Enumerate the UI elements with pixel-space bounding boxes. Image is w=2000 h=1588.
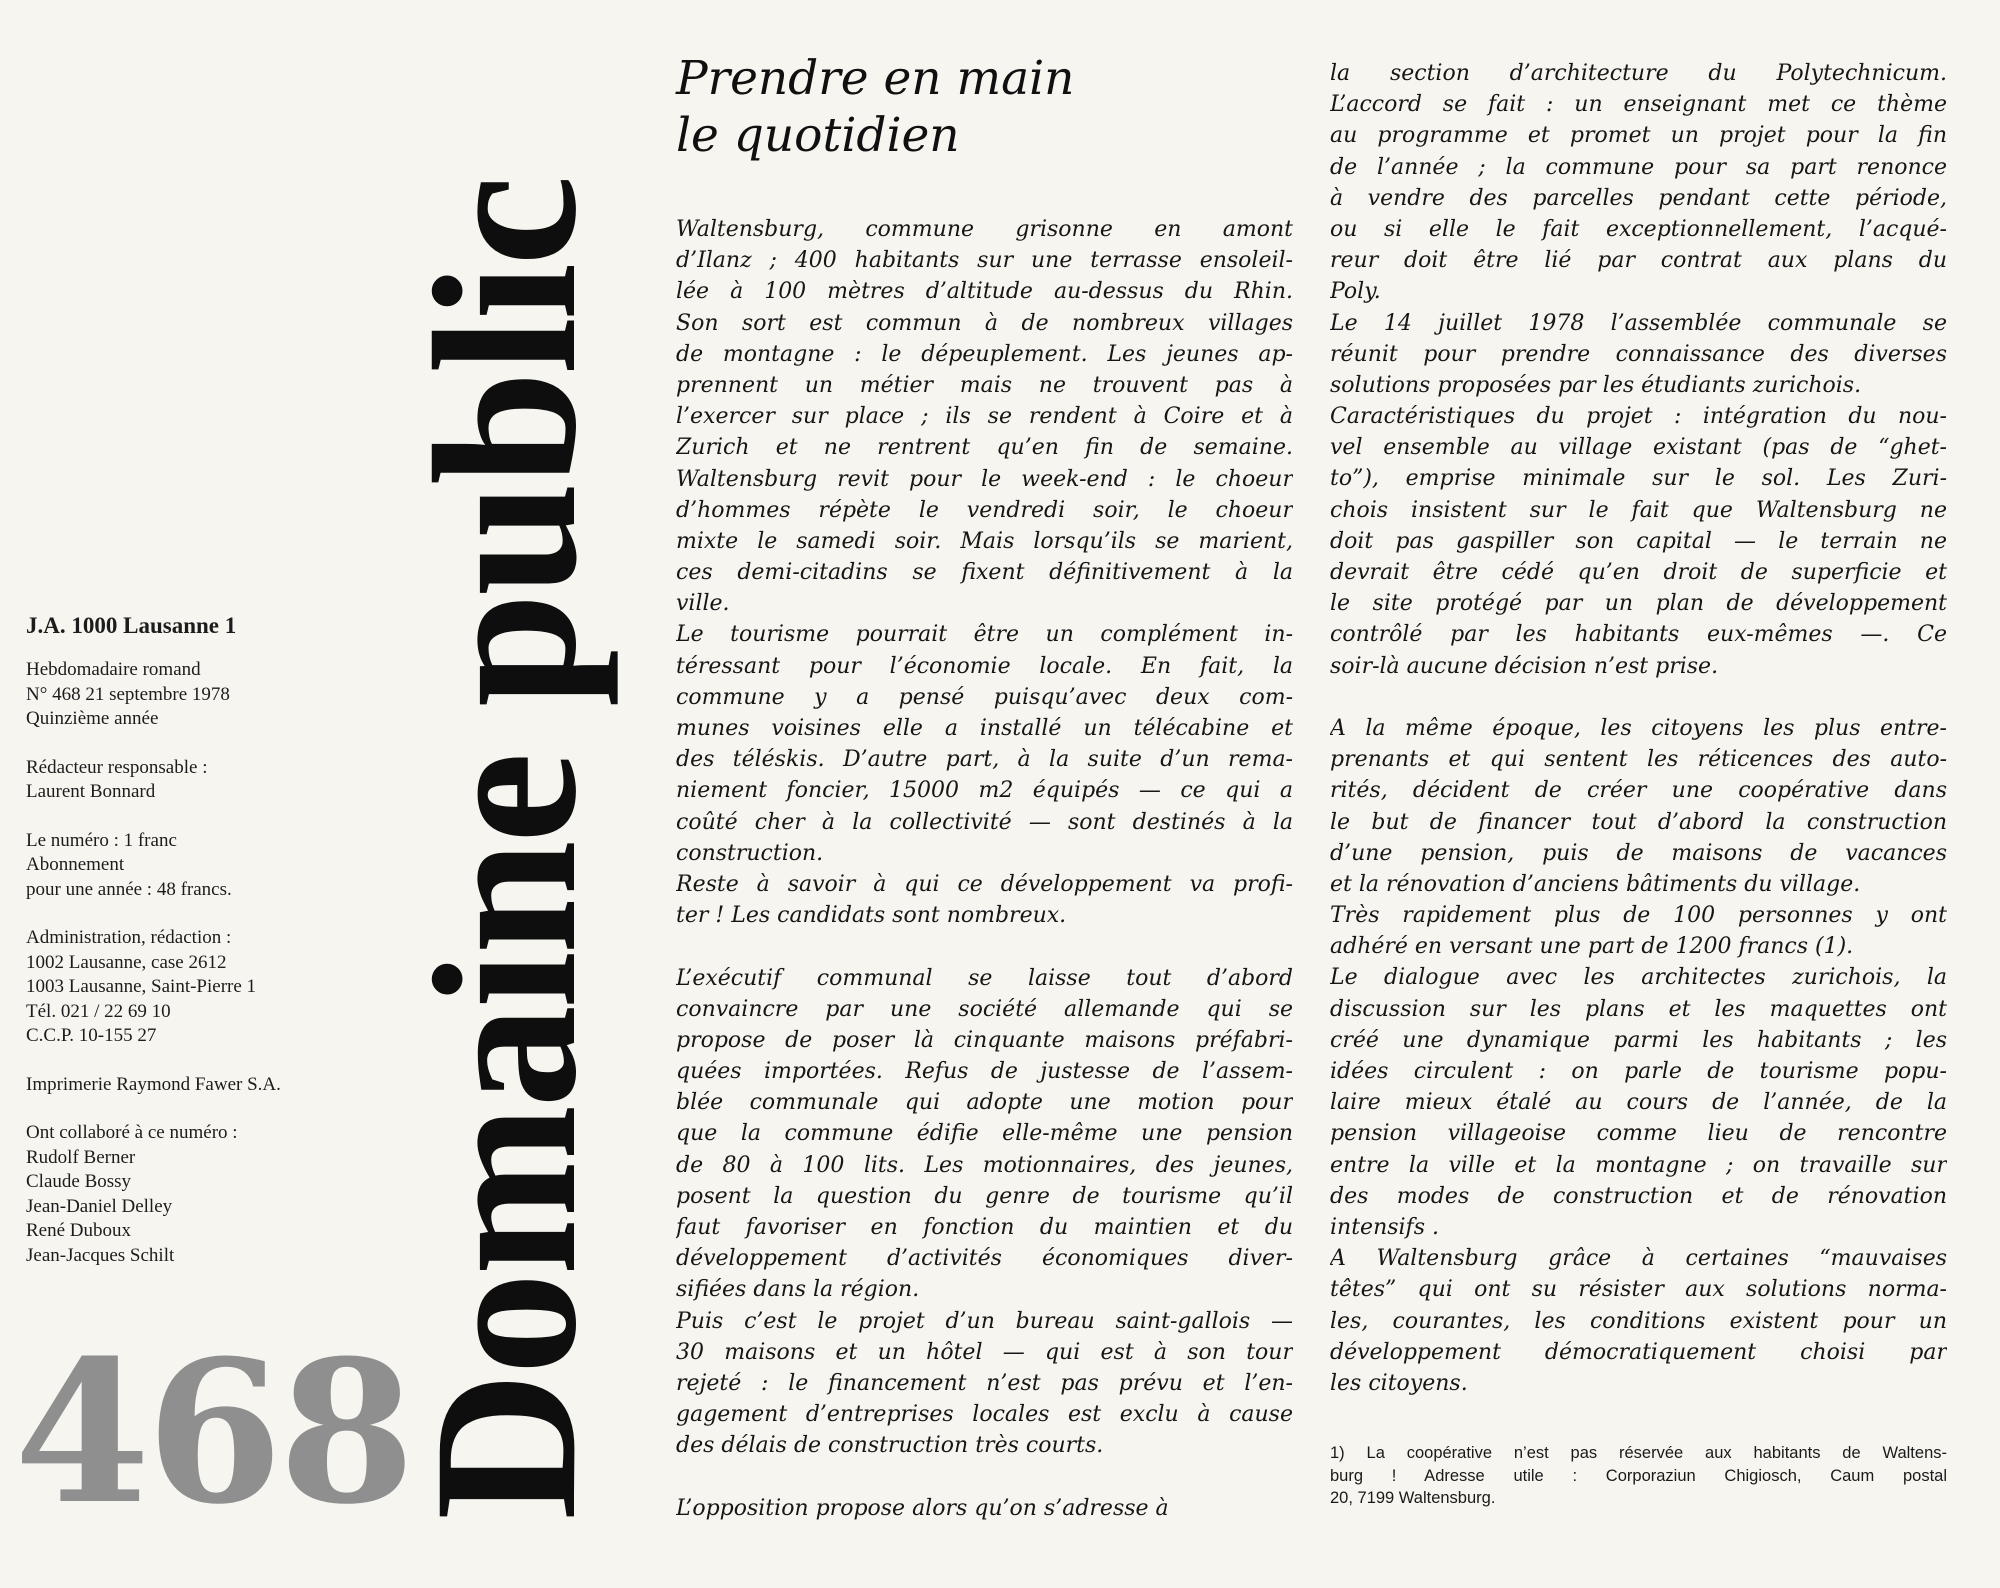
postal-code-line: J.A. 1000 Lausanne 1	[26, 613, 237, 638]
article-line: la section d’architecture du Polytechnicum.	[1330, 61, 1947, 86]
article-line: ou si elle le fait exceptionnellement, l’acqué-	[1330, 216, 1947, 242]
article-column-1	[676, 214, 1293, 1524]
info-line: Administration, rédaction :	[26, 927, 232, 948]
article-line: rejeté : le financement n’est pas prévu et l’en-	[676, 1370, 1293, 1396]
article-line: sifiées dans la région.	[676, 1277, 920, 1303]
contributor-name: Rudolf Berner	[26, 1146, 136, 1168]
article-line: le but de financer tout d’abord la construction	[1330, 809, 1947, 835]
article-title	[676, 50, 1296, 164]
article-line: Puis c’est le projet d’un bureau saint-gallois —	[676, 1308, 1293, 1334]
article-column-2	[1330, 58, 1947, 1399]
article-line: Le dialogue avec les architectes zurichois, la	[1330, 965, 1947, 991]
article-line: mixte le samedi soir. Mais lorsqu’ils se marient,	[676, 528, 1293, 554]
article-line: prennent un métier mais ne trouvent pas à	[676, 372, 1293, 398]
article-line: vel ensemble au village existant (pas de “ghet-	[1330, 435, 1947, 461]
article-line: d’hommes répète le vendredi soir, le choeur	[676, 497, 1293, 523]
info-line: pour une année : 48 francs.	[26, 878, 232, 900]
article-line: à vendre des parcelles pendant cette période,	[1330, 185, 1947, 211]
article-line: entre la ville et la montagne ; on travaille sur	[1330, 1152, 1947, 1178]
printer-block	[26, 1073, 416, 1098]
contributor-name: Jean-Jacques Schilt	[26, 1244, 175, 1266]
info-line: Rédacteur responsable :	[26, 756, 208, 778]
contributors-block	[26, 1121, 416, 1268]
article-line: A la même époque, les citoyens les plus entre-	[1330, 715, 1947, 741]
article-line: discussion sur les plans et les maquettes ont	[1330, 996, 1947, 1022]
article-line: ces demi-citadins se fixent définitivement à la	[676, 560, 1293, 586]
article-line: d’Ilanz ; 400 habitants sur une terrasse ensoleil-	[676, 248, 1293, 274]
article-line: propose de poser là cinquante maisons préfabri-	[676, 1027, 1293, 1053]
info-line: C.C.P. 10-155 27	[26, 1025, 157, 1046]
article-line: Poly.	[1330, 279, 1381, 305]
article-line: des téléskis. D’autre part, à la suite d’un rema-	[676, 747, 1293, 773]
article-line: posent la question du genre de tourisme qu’il	[676, 1183, 1293, 1209]
article-line: rités, décident de créer une coopérative dans	[1330, 778, 1947, 804]
info-line: Laurent Bonnard	[26, 781, 156, 802]
article-line: Waltensburg, commune grisonne en amont	[676, 217, 1293, 242]
article-line: réunit pour prendre connaissance des diverses	[1330, 341, 1947, 367]
article-line: chois insistent sur le fait que Waltensburg ne	[1330, 497, 1947, 523]
article-line: créé une dynamique parmi les habitants ; les	[1330, 1027, 1947, 1053]
article-line: intensifs .	[1330, 1214, 1439, 1240]
info-line: 1002 Lausanne, case 2612	[26, 951, 227, 973]
article-line: Reste à savoir à qui ce développement va profi-	[676, 871, 1293, 897]
article-line: coûté cher à la collectivité — sont destinés à la	[676, 809, 1293, 835]
article-line: doit pas gaspiller son capital — le terrain ne	[1330, 528, 1947, 554]
article-line: A Waltensburg grâce à certaines “mauvaises	[1330, 1246, 1947, 1272]
info-line: Ont collaboré à ce numéro :	[26, 1122, 238, 1143]
article-line: 30 maisons et un hôtel — qui est à son tour	[676, 1339, 1293, 1365]
article-line: Le tourisme pourrait être un complément in-	[676, 622, 1293, 648]
article-line: faut favoriser en fonction du maintien et du	[676, 1215, 1293, 1240]
article-line: Waltensburg revit pour le week-end : le choeur	[676, 466, 1293, 492]
article-line: téressant pour l’économie locale. En fait, la	[676, 653, 1293, 679]
contributor-name: Claude Bossy	[26, 1171, 132, 1192]
article-line: développement d’activités économiques diver-	[676, 1246, 1293, 1272]
article-line: têtes” qui ont su résister aux solutions norma-	[1330, 1277, 1947, 1303]
article-line: contrôlé par les habitants eux-mêmes —. Ce	[1330, 622, 1947, 648]
article-line: solutions proposées par les étudiants zurichois.	[1330, 372, 1862, 398]
article-line: Caractéristiques du projet : intégration du nou-	[1330, 404, 1947, 430]
article-line: que la commune édifie elle-même une pension	[676, 1121, 1293, 1147]
article-line: l’exercer sur place ; ils se rendent à Coire et à	[676, 404, 1293, 430]
article-line: L’opposition propose alors qu’on s’adresse à	[676, 1495, 1169, 1521]
article-line: Très rapidement plus de 100 personnes y ont	[1330, 903, 1947, 929]
info-line: Tél. 021 / 22 69 10	[26, 1000, 171, 1022]
article-line: quées importées. Refus de justesse de l’assem-	[676, 1059, 1293, 1085]
article-line: blée communale qui adopte une motion pour	[676, 1090, 1293, 1116]
article-line: Zurich et ne rentrent qu’en fin de semaine.	[676, 435, 1293, 461]
article-line: reur doit être lié par contrat aux plans du	[1330, 248, 1947, 274]
article-line: prenants et qui sentent les réticences des auto-	[1330, 747, 1947, 773]
article-line: commune y a pensé puisqu’avec deux com-	[676, 684, 1293, 710]
article-line: devrait être cédé qu’en droit de superficie et	[1330, 560, 1947, 585]
article-line: laire mieux étalé au cours de l’année, de la	[1330, 1090, 1947, 1116]
price-block	[26, 829, 416, 903]
info-line: Quinzième année	[26, 708, 159, 729]
contributor-name: Jean-Daniel Delley	[26, 1195, 173, 1217]
article-line: d’une pension, puis de maisons de vacances	[1330, 840, 1947, 866]
article-line: munes voisines elle a installé un télécabine et	[676, 716, 1293, 741]
article-line: lée à 100 mètres d’altitude au-dessus du Rhin.	[676, 279, 1293, 305]
footnote-line: 20, 7199 Waltensburg.	[1330, 1489, 1496, 1507]
contributor-name: René Duboux	[26, 1220, 132, 1241]
article-title-line: Prendre en main	[676, 51, 1075, 106]
article-line: gagement d’entreprises locales est exclu à cause	[676, 1402, 1293, 1428]
article-line: ter ! Les candidats sont nombreux.	[676, 903, 1067, 929]
article-line: to”), emprise minimale sur le sol. Les Zuri-	[1330, 466, 1947, 492]
article-line: développement démocratiquement choisi par	[1330, 1339, 1947, 1365]
article-line: de montagne : le dépeuplement. Les jeunes ap-	[676, 341, 1293, 367]
info-line: Hebdomadaire romand	[26, 659, 201, 680]
article-line: pension villageoise comme lieu de rencontre	[1330, 1121, 1947, 1147]
footnote-line: burg ! Adresse utile : Corporaziun Chigiosch, Caum postal	[1330, 1466, 1947, 1485]
paragraph-gap	[676, 1462, 1293, 1493]
article-line: construction.	[676, 840, 824, 866]
article-line: ville.	[676, 591, 730, 617]
admin-block	[26, 926, 416, 1049]
article-line: Son sort est commun à de nombreux villages	[676, 310, 1293, 336]
info-line: Le numéro : 1 franc	[26, 829, 177, 851]
masthead-title: Domaine public	[392, 178, 619, 1520]
article-line: les, courantes, les conditions existent pour un	[1330, 1308, 1947, 1334]
info-line: N° 468 21 septembre 1978	[26, 683, 230, 705]
paragraph-gap	[676, 931, 1293, 962]
article-line: les citoyens.	[1330, 1370, 1468, 1396]
article-line: soir-là aucune décision n’est prise.	[1330, 653, 1719, 679]
info-line: 1003 Lausanne, Saint-Pierre 1	[26, 976, 257, 997]
editor-block	[26, 756, 416, 805]
article-line: de l’année ; la commune pour sa part renonce	[1330, 154, 1947, 180]
info-line: Abonnement	[26, 854, 125, 875]
article-line: le site protégé par un plan de développement	[1330, 591, 1947, 617]
article-line: adhéré en versant une part de 1200 francs (1).	[1330, 934, 1854, 960]
issue-number: 468	[14, 1318, 412, 1548]
publication-info	[26, 612, 416, 1292]
footnote-line: 1) La coopérative n’est pas réservée aux habitants de Waltens-	[1330, 1444, 1947, 1462]
article-line: idées circulent : on parle de tourisme popu-	[1330, 1059, 1947, 1084]
masthead-container	[392, 140, 622, 1530]
article-line: convaincre par une société allemande qui se	[676, 996, 1293, 1022]
article-line: au programme et promet un projet pour la fin	[1330, 123, 1947, 149]
paragraph-gap	[1330, 682, 1947, 713]
footnote	[1330, 1442, 1947, 1510]
article-line: des délais de construction très courts.	[676, 1433, 1104, 1459]
article-line: de 80 à 100 lits. Les motionnaires, des jeunes,	[676, 1152, 1293, 1178]
publication-block	[26, 658, 416, 732]
article-line: et la rénovation d’anciens bâtiments du village.	[1330, 871, 1861, 897]
article-line: des modes de construction et de rénovation	[1330, 1183, 1947, 1209]
article-line: niement foncier, 15000 m2 équipés — ce qui a	[676, 778, 1293, 804]
info-line: Imprimerie Raymond Fawer S.A.	[26, 1073, 281, 1095]
article-title-line: le quotidien	[676, 108, 960, 163]
article-line: L’exécutif communal se laisse tout d’abord	[676, 965, 1293, 991]
article-line: Le 14 juillet 1978 l’assemblée communale se	[1330, 310, 1947, 336]
article-line: L’accord se fait : un enseignant met ce thème	[1330, 92, 1947, 118]
